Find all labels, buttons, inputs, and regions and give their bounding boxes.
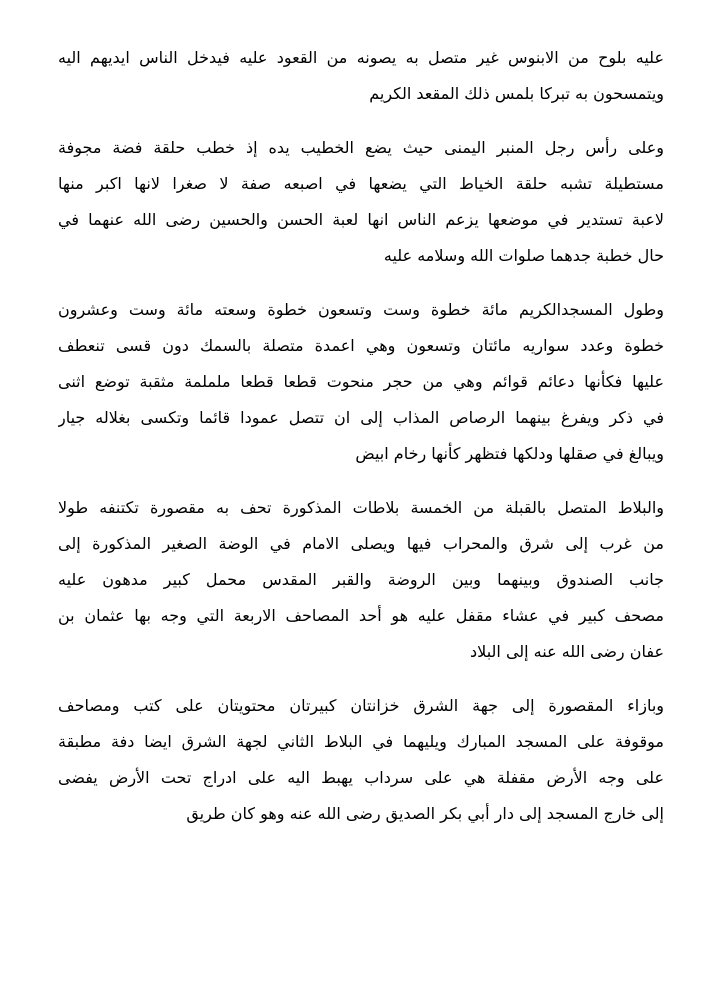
text-line: عليه بلوح من الابنوس غير متصل به يصونه من القعود عليه فيدخل الناس ايديهم اليه (58, 48, 664, 67)
text-line: وطول المسجدالكريم مائة خطوة وست وتسعون خطوة وسعته مائة وست وعشرون (58, 300, 664, 319)
document-page (58, 40, 664, 850)
text-line: ويبالغ في صقلها ودلكها فتظهر كأنها رخام ابيض (355, 444, 664, 463)
text-line: خطوة وعدد سواريه مائتان وتسعون وهي اعمدة متصلة بالسمك دون قسى تنعطف (58, 336, 664, 355)
text-line: والبلاط المتصل بالقبلة من الخمسة بلاطات المذكورة تحف به مقصورة تكتنفه طولا (58, 498, 664, 517)
paragraph-4 (58, 490, 664, 670)
text-line: عفان رضى الله عنه إلى البلاد (470, 642, 664, 661)
text-line: مستطيلة تشبه حلقة الخياط التي يضعها في اصبعه صفة لا صغرا لانها اكبر منها (58, 174, 664, 193)
paragraph-2 (58, 130, 664, 274)
text-line: موقوفة على المسجد المبارك ويليهما في البلاط الثاني لجهة الشرق ايضا دفة مطبقة (58, 732, 664, 751)
text-line: مصحف كبير في عشاء مقفل عليه هو أحد المصاحف الاربعة التي وجه بها عثمان بن (58, 606, 664, 625)
text-line: وعلى رأس رجل المنبر اليمنى حيث يضع الخطيب يده إذ خطب حلقة فضة مجوفة (58, 138, 664, 157)
text-line: على وجه الأرض مقفلة هي على سرداب يهبط اليه على ادراج تحت الأرض يفضى (58, 768, 664, 787)
paragraph-3 (58, 292, 664, 472)
text-line: جانب الصندوق وبينهما وبين الروضة والقبر المقدس محمل كبير مدهون عليه (58, 570, 664, 589)
paragraph-1 (58, 40, 664, 112)
text-line: لاعبة تستدير في موضعها يزعم الناس انها لعبة الحسن والحسين رضى الله عنهما في (58, 210, 664, 229)
text-line: وبازاء المقصورة إلى جهة الشرق خزانتان كبيرتان محتويتان على كتب ومصاحف (58, 696, 664, 715)
text-line: ويتمسحون به تبركا بلمس ذلك المقعد الكريم (369, 84, 664, 103)
text-line: عليها فكأنها دعائم قوائم وهي من حجر منحوت قطعا قطعا ململمة مثقبة توضع اثنى (58, 372, 664, 391)
paragraph-5 (58, 688, 664, 832)
text-line: من غرب إلى شرق والمحراب فيها ويصلى الامام في الوضة الصغير المذكورة إلى (58, 534, 664, 553)
text-line: حال خطبة جدهما صلوات الله وسلامه عليه (383, 246, 664, 265)
text-line: في ذكر ويفرغ بينهما الرصاص المذاب إلى ان تتصل عمودا قائما وتكسى بغلاله جيار (58, 408, 664, 427)
text-line: إلى خارج المسجد إلى دار أبي بكر الصديق رضى الله عنه وهو كان طريق (186, 804, 664, 823)
